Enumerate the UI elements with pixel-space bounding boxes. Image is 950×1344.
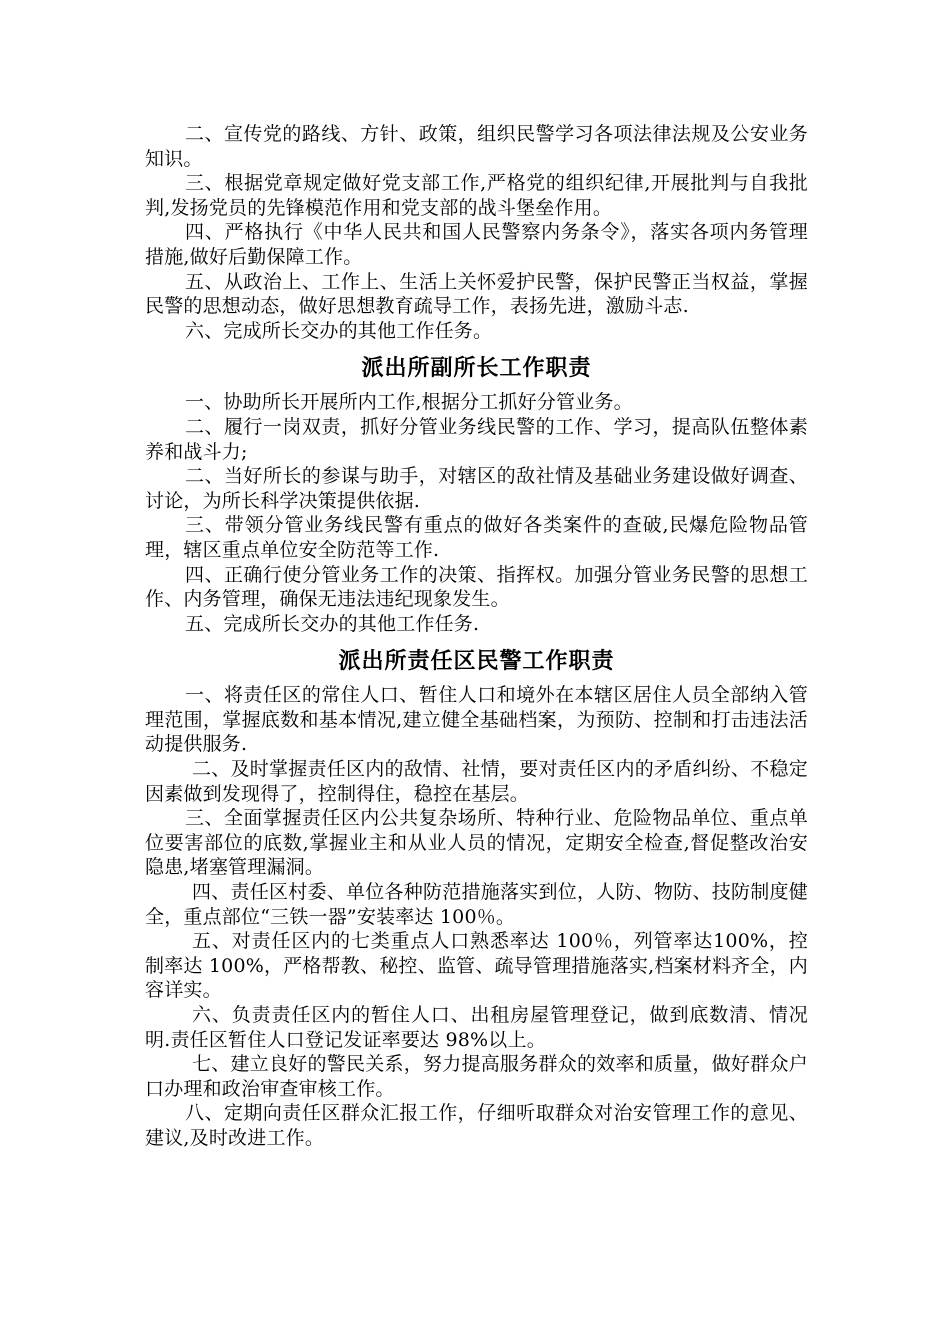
paragraph: 四、严格执行《中华人民共和国人民警察内务条令》，落实各项内务管理措施,做好后勤保障工作。 [145,221,808,268]
paragraph: 六、负责责任区内的暂住人口、出租房屋管理登记，做到底数清、情况明.责任区暂住人口登记发证率要达 98%以上。 [145,1004,808,1051]
paragraph: 二、宣传党的路线、方针、政策，组织民警学习各项法律法规及公安业务知识。 [145,123,808,170]
paragraph: 五、从政治上、工作上、生活上关怀爱护民警，保护民警正当权益，掌握民警的思想动态，做好思想教育疏导工作，表扬先进，激励斗志. [145,270,808,318]
paragraph: 三、根据党章规定做好党支部工作,严格党的组织纪律,开展批判与自我批判,发扬党员的先锋模范作用和党支部的战斗堡垒作用。 [145,172,808,219]
paragraph: 四、正确行使分管业务工作的决策、指挥权。加强分管业务民警的思想工作、内务管理，确保无违法违纪现象发生。 [145,563,808,611]
paragraph: 三、全面掌握责任区内公共复杂场所、特种行业、危险物品单位、重点单位要害部位的底数,掌握业主和从业人员的情况，定期安全检查,督促整改治安隐患,堵塞管理漏洞。 [145,807,808,879]
paragraph: 六、完成所长交办的其他工作任务。 [185,319,493,342]
paragraph: 八、定期向责任区群众汇报工作，仔细听取群众对治安管理工作的意见、建议,及时改进工作。 [145,1102,808,1149]
paragraph: 二、履行一岗双责，抓好分管业务线民警的工作、学习，提高队伍整体素养和战斗力; [145,415,808,463]
section-director-duties-continued [145,122,808,343]
paragraph: 五、完成所长交办的其他工作任务. [185,612,480,635]
paragraph: 四、责任区村委、单位各种防范措施落实到位，人防、物防、技防制度健全，重点部位“三铁一器”安装率达 100％。 [145,881,808,928]
paragraph: 七、建立良好的警民关系，努力提高服务群众的效率和质量，做好群众户口办理和政治审查审核工作。 [145,1053,808,1100]
paragraph: 二、及时掌握责任区内的敌情、社情，要对责任区内的矛盾纠纷、不稳定因素做到发现得了，控制得住，稳控在基层。 [145,758,808,805]
paragraph: 二、当好所长的参谋与助手，对辖区的敌社情及基础业务建设做好调查、讨论，为所长科学决策提供依据. [145,465,808,512]
paragraph: 一、协助所长开展所内工作,根据分工抓好分管业务。 [185,391,633,414]
paragraph: 五、对责任区内的七类重点人口熟悉率达 100％，列管率达100%，控制率达 100%，严格帮教、秘控、监管、疏导管理措施落实,档案材料齐全，内容详实。 [145,930,808,1002]
paragraph: 三、带领分管业务线民警有重点的做好各类案件的查破,民爆危险物品管理，辖区重点单位安全防范等工作. [145,514,808,561]
paragraph: 一、将责任区的常住人口、暂住人口和境外在本辖区居住人员全部纳入管理范围，掌握底数和基本情况,建立健全基础档案，为预防、控制和打击违法活动提供服务. [145,684,808,756]
section-title-district-officer: 派出所责任区民警工作职责 [338,649,615,675]
section-title-deputy-director: 派出所副所长工作职责 [361,356,592,382]
document-body [145,122,808,1151]
section-district-officer-duties [145,683,808,1150]
section-deputy-director-duties [145,390,808,636]
